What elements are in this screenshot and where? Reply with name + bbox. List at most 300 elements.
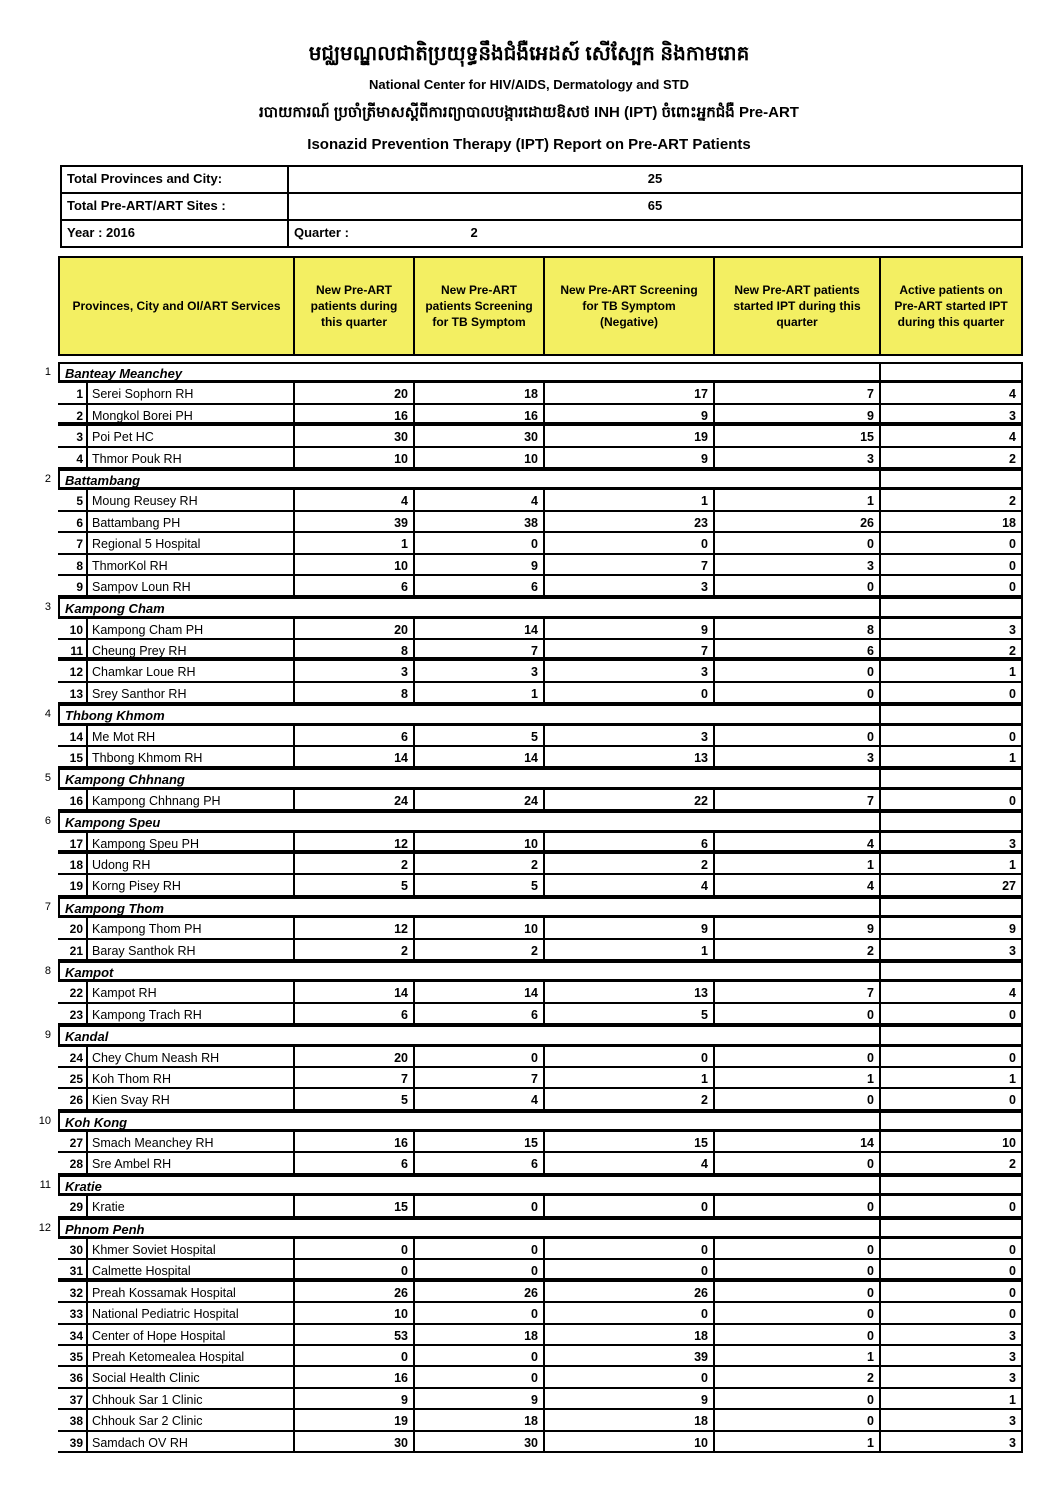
site-value-col5: 4 bbox=[715, 833, 881, 854]
site-value-col5: 0 bbox=[715, 1239, 881, 1260]
site-value-col5: 0 bbox=[715, 1196, 881, 1217]
site-value-col5: 1 bbox=[715, 490, 881, 511]
province-row bbox=[30, 469, 1058, 490]
province-name: Kampong Cham bbox=[58, 597, 881, 618]
site-number: 10 bbox=[58, 619, 88, 640]
site-value-col2: 30 bbox=[295, 426, 415, 447]
province-name: Battambang bbox=[58, 469, 881, 490]
site-value-col5: 0 bbox=[715, 1389, 881, 1410]
site-value-col4: 39 bbox=[545, 1346, 715, 1367]
total-sites-label: Total Pre-ART/ART Sites : bbox=[62, 194, 289, 219]
site-gutter bbox=[30, 1260, 58, 1281]
site-value-col3: 7 bbox=[415, 640, 545, 661]
site-row bbox=[30, 1068, 1058, 1089]
province-number: 12 bbox=[38, 1221, 51, 1234]
site-value-col4: 0 bbox=[545, 683, 715, 704]
site-value-col3: 10 bbox=[415, 918, 545, 939]
site-value-col3: 0 bbox=[415, 1196, 545, 1217]
site-gutter bbox=[30, 982, 58, 1003]
site-gutter bbox=[30, 1303, 58, 1324]
site-value-col2: 14 bbox=[295, 747, 415, 768]
site-row bbox=[30, 854, 1058, 875]
site-name: Kien Svay RH bbox=[88, 1089, 295, 1110]
province-row bbox=[30, 768, 1058, 789]
site-value-col3: 5 bbox=[415, 875, 545, 896]
site-name: Thmor Pouk RH bbox=[88, 448, 295, 469]
site-name: Kampong Speu PH bbox=[88, 833, 295, 854]
site-name: Chhouk Sar 1 Clinic bbox=[88, 1389, 295, 1410]
site-value-col3: 0 bbox=[415, 1260, 545, 1281]
site-row bbox=[30, 1260, 1058, 1281]
site-value-col6: 18 bbox=[881, 512, 1023, 533]
site-name: Kampong Chhnang PH bbox=[88, 790, 295, 811]
site-value-col3: 9 bbox=[415, 1389, 545, 1410]
site-value-col5: 7 bbox=[715, 982, 881, 1003]
site-gutter bbox=[30, 1196, 58, 1217]
site-gutter bbox=[30, 854, 58, 875]
site-value-col3: 6 bbox=[415, 576, 545, 597]
site-value-col4: 9 bbox=[545, 448, 715, 469]
site-value-col5: 9 bbox=[715, 918, 881, 939]
site-value-col5: 15 bbox=[715, 426, 881, 447]
site-row bbox=[30, 790, 1058, 811]
site-gutter bbox=[30, 726, 58, 747]
site-value-col4: 19 bbox=[545, 426, 715, 447]
site-value-col4: 15 bbox=[545, 1132, 715, 1153]
site-value-col3: 9 bbox=[415, 555, 545, 576]
site-gutter bbox=[30, 833, 58, 854]
site-value-col3: 16 bbox=[415, 405, 545, 426]
site-value-col6: 0 bbox=[881, 576, 1023, 597]
site-value-col2: 26 bbox=[295, 1282, 415, 1303]
site-name: Khmer Soviet Hospital bbox=[88, 1239, 295, 1260]
center-name-english: National Center for HIV/AIDS, Dermatology and STD bbox=[369, 77, 689, 92]
site-value-col3: 0 bbox=[415, 1047, 545, 1068]
site-value-col5: 14 bbox=[715, 1132, 881, 1153]
site-value-col6: 2 bbox=[881, 640, 1023, 661]
site-value-col6: 4 bbox=[881, 383, 1023, 404]
site-value-col6: 3 bbox=[881, 1325, 1023, 1346]
report-header bbox=[0, 0, 1058, 153]
site-name: Preah Kossamak Hospital bbox=[88, 1282, 295, 1303]
site-value-col4: 26 bbox=[545, 1282, 715, 1303]
site-value-col2: 5 bbox=[295, 875, 415, 896]
province-row bbox=[30, 704, 1058, 725]
site-row bbox=[30, 726, 1058, 747]
site-value-col5: 1 bbox=[715, 1346, 881, 1367]
site-gutter bbox=[30, 1132, 58, 1153]
site-value-col5: 7 bbox=[715, 383, 881, 404]
site-value-col5: 0 bbox=[715, 1047, 881, 1068]
site-value-col6: 1 bbox=[881, 1068, 1023, 1089]
site-value-col4: 4 bbox=[545, 1153, 715, 1174]
site-row bbox=[30, 661, 1058, 682]
site-gutter bbox=[30, 790, 58, 811]
site-value-col4: 0 bbox=[545, 1239, 715, 1260]
site-value-col6: 3 bbox=[881, 940, 1023, 961]
site-value-col6: 0 bbox=[881, 1196, 1023, 1217]
site-value-col4: 2 bbox=[545, 1089, 715, 1110]
site-value-col2: 6 bbox=[295, 576, 415, 597]
site-value-col3: 0 bbox=[415, 1239, 545, 1260]
site-value-col5: 2 bbox=[715, 1367, 881, 1388]
site-value-col6: 0 bbox=[881, 1047, 1023, 1068]
site-row bbox=[30, 1282, 1058, 1303]
site-value-col4: 1 bbox=[545, 490, 715, 511]
quarter-label: Quarter : bbox=[294, 225, 349, 240]
site-value-col3: 4 bbox=[415, 1089, 545, 1110]
site-row bbox=[30, 1132, 1058, 1153]
site-value-col6: 1 bbox=[881, 854, 1023, 875]
site-name: Korng Pisey RH bbox=[88, 875, 295, 896]
site-number: 16 bbox=[58, 790, 88, 811]
site-gutter bbox=[30, 533, 58, 554]
province-row bbox=[30, 597, 1058, 618]
site-number: 35 bbox=[58, 1346, 88, 1367]
site-number: 30 bbox=[58, 1239, 88, 1260]
site-number: 9 bbox=[58, 576, 88, 597]
site-name: Smach Meanchey RH bbox=[88, 1132, 295, 1153]
site-gutter bbox=[30, 383, 58, 404]
site-value-col4: 3 bbox=[545, 661, 715, 682]
site-value-col5: 2 bbox=[715, 940, 881, 961]
site-value-col3: 5 bbox=[415, 726, 545, 747]
site-value-col2: 6 bbox=[295, 726, 415, 747]
site-gutter bbox=[30, 1367, 58, 1388]
site-value-col6: 0 bbox=[881, 555, 1023, 576]
site-value-col3: 10 bbox=[415, 833, 545, 854]
site-value-col6: 4 bbox=[881, 426, 1023, 447]
province-row bbox=[30, 961, 1058, 982]
site-value-col5: 3 bbox=[715, 448, 881, 469]
site-value-col3: 14 bbox=[415, 747, 545, 768]
site-name: Poi Pet HC bbox=[88, 426, 295, 447]
site-number: 6 bbox=[58, 512, 88, 533]
column-header-provinces: Provinces, City and OI/ART Services bbox=[58, 256, 295, 356]
site-gutter bbox=[30, 1153, 58, 1174]
site-value-col5: 0 bbox=[715, 1325, 881, 1346]
site-gutter bbox=[30, 640, 58, 661]
site-name: Preah Ketomealea Hospital bbox=[88, 1346, 295, 1367]
site-number: 20 bbox=[58, 918, 88, 939]
site-gutter bbox=[30, 555, 58, 576]
site-name: Chhouk Sar 2 Clinic bbox=[88, 1410, 295, 1431]
province-empty-cell bbox=[881, 1175, 1023, 1196]
site-gutter bbox=[30, 426, 58, 447]
site-number: 12 bbox=[58, 661, 88, 682]
site-gutter bbox=[30, 1325, 58, 1346]
province-name: Koh Kong bbox=[58, 1111, 881, 1132]
site-value-col6: 0 bbox=[881, 1004, 1023, 1025]
site-name: Me Mot RH bbox=[88, 726, 295, 747]
province-row bbox=[30, 362, 1058, 383]
site-name: Kampot RH bbox=[88, 982, 295, 1003]
site-row bbox=[30, 383, 1058, 404]
province-empty-cell bbox=[881, 1218, 1023, 1239]
site-row bbox=[30, 833, 1058, 854]
site-name: Mongkol Borei PH bbox=[88, 405, 295, 426]
province-empty-cell bbox=[881, 704, 1023, 725]
site-value-col6: 0 bbox=[881, 1089, 1023, 1110]
site-value-col4: 1 bbox=[545, 1068, 715, 1089]
site-value-col2: 16 bbox=[295, 1132, 415, 1153]
site-number: 24 bbox=[58, 1047, 88, 1068]
site-value-col5: 1 bbox=[715, 854, 881, 875]
site-gutter bbox=[30, 1389, 58, 1410]
year-label: Year : 2016 bbox=[62, 221, 289, 246]
site-gutter bbox=[30, 1047, 58, 1068]
site-value-col3: 3 bbox=[415, 661, 545, 682]
site-gutter bbox=[30, 683, 58, 704]
site-number: 34 bbox=[58, 1325, 88, 1346]
site-value-col2: 10 bbox=[295, 1303, 415, 1324]
province-empty-cell bbox=[881, 469, 1023, 490]
site-value-col6: 0 bbox=[881, 533, 1023, 554]
province-row bbox=[30, 1111, 1058, 1132]
site-value-col6: 0 bbox=[881, 1239, 1023, 1260]
column-header-screening: New Pre-ART patients Screening for TB Symptom bbox=[415, 256, 545, 356]
site-value-col3: 0 bbox=[415, 1303, 545, 1324]
site-value-col3: 30 bbox=[415, 426, 545, 447]
site-row bbox=[30, 1432, 1058, 1453]
site-value-col3: 7 bbox=[415, 1068, 545, 1089]
province-name: Phnom Penh bbox=[58, 1218, 881, 1239]
site-value-col3: 1 bbox=[415, 683, 545, 704]
site-name: Baray Santhok RH bbox=[88, 940, 295, 961]
site-value-col2: 2 bbox=[295, 940, 415, 961]
site-number: 13 bbox=[58, 683, 88, 704]
site-gutter bbox=[30, 918, 58, 939]
site-name: Cheung Prey RH bbox=[88, 640, 295, 661]
site-value-col3: 18 bbox=[415, 1325, 545, 1346]
province-empty-cell bbox=[881, 768, 1023, 789]
site-value-col3: 15 bbox=[415, 1132, 545, 1153]
site-value-col2: 20 bbox=[295, 383, 415, 404]
total-sites-value: 65 bbox=[647, 198, 663, 213]
site-number: 11 bbox=[58, 640, 88, 661]
site-row bbox=[30, 640, 1058, 661]
province-number: 2 bbox=[44, 472, 51, 485]
province-empty-cell bbox=[881, 897, 1023, 918]
site-name: Kampong Thom PH bbox=[88, 918, 295, 939]
province-name: Kampong Chhnang bbox=[58, 768, 881, 789]
site-value-col5: 0 bbox=[715, 683, 881, 704]
site-value-col4: 22 bbox=[545, 790, 715, 811]
site-row bbox=[30, 490, 1058, 511]
site-value-col2: 6 bbox=[295, 1004, 415, 1025]
site-value-col3: 2 bbox=[415, 854, 545, 875]
site-row bbox=[30, 982, 1058, 1003]
site-value-col3: 2 bbox=[415, 940, 545, 961]
site-value-col4: 1 bbox=[545, 940, 715, 961]
site-row bbox=[30, 1346, 1058, 1367]
site-value-col4: 0 bbox=[545, 533, 715, 554]
site-number: 33 bbox=[58, 1303, 88, 1324]
site-gutter bbox=[30, 1282, 58, 1303]
site-row bbox=[30, 1196, 1058, 1217]
site-name: Center of Hope Hospital bbox=[88, 1325, 295, 1346]
site-name: Battambang PH bbox=[88, 512, 295, 533]
site-value-col2: 9 bbox=[295, 1389, 415, 1410]
total-sites-row bbox=[62, 194, 1021, 221]
site-value-col5: 1 bbox=[715, 1068, 881, 1089]
province-row bbox=[30, 1025, 1058, 1046]
site-name: Koh Thom RH bbox=[88, 1068, 295, 1089]
site-value-col3: 6 bbox=[415, 1153, 545, 1174]
site-gutter bbox=[30, 448, 58, 469]
province-name: Banteay Meanchey bbox=[58, 362, 881, 383]
province-number: 9 bbox=[44, 1029, 51, 1042]
site-value-col6: 3 bbox=[881, 1367, 1023, 1388]
site-gutter bbox=[30, 1239, 58, 1260]
header-gutter bbox=[30, 256, 58, 356]
site-value-col3: 38 bbox=[415, 512, 545, 533]
site-value-col6: 1 bbox=[881, 1389, 1023, 1410]
site-value-col6: 2 bbox=[881, 490, 1023, 511]
site-value-col4: 9 bbox=[545, 405, 715, 426]
site-gutter bbox=[30, 747, 58, 768]
site-name: Chamkar Loue RH bbox=[88, 661, 295, 682]
site-value-col2: 10 bbox=[295, 555, 415, 576]
province-empty-cell bbox=[881, 961, 1023, 982]
site-value-col4: 2 bbox=[545, 854, 715, 875]
total-provinces-label: Total Provinces and City: bbox=[62, 167, 289, 192]
site-value-col2: 2 bbox=[295, 854, 415, 875]
site-value-col2: 1 bbox=[295, 533, 415, 554]
page-title-khmer: មជ្ឈមណ្ឌលជាតិប្រយុទ្ធនឹងជំងឺអេដស៍ សើស្បែក និងកាមរោគ bbox=[308, 43, 750, 65]
site-value-col4: 10 bbox=[545, 1432, 715, 1453]
site-value-col4: 0 bbox=[545, 1367, 715, 1388]
site-value-col6: 3 bbox=[881, 1432, 1023, 1453]
site-number: 14 bbox=[58, 726, 88, 747]
site-name: Sre Ambel RH bbox=[88, 1153, 295, 1174]
site-value-col4: 6 bbox=[545, 833, 715, 854]
site-value-col4: 13 bbox=[545, 747, 715, 768]
site-value-col4: 9 bbox=[545, 1389, 715, 1410]
province-name: Kampot bbox=[58, 961, 881, 982]
site-name: Kampong Trach RH bbox=[88, 1004, 295, 1025]
site-value-col2: 10 bbox=[295, 448, 415, 469]
site-value-col5: 8 bbox=[715, 619, 881, 640]
site-value-col5: 3 bbox=[715, 555, 881, 576]
site-value-col3: 10 bbox=[415, 448, 545, 469]
column-header-active-ipt: Active patients on Pre-ART started IPT during this quarter bbox=[881, 256, 1023, 356]
column-header-screening-negative: New Pre-ART Screening for TB Symptom (Negative) bbox=[545, 256, 715, 356]
site-value-col2: 14 bbox=[295, 982, 415, 1003]
site-value-col2: 30 bbox=[295, 1432, 415, 1453]
site-number: 38 bbox=[58, 1410, 88, 1431]
site-name: Social Health Clinic bbox=[88, 1367, 295, 1388]
province-number: 3 bbox=[44, 601, 51, 614]
province-number: 4 bbox=[44, 708, 51, 721]
site-value-col6: 3 bbox=[881, 1346, 1023, 1367]
site-name: Thbong Khmom RH bbox=[88, 747, 295, 768]
site-gutter bbox=[30, 1346, 58, 1367]
site-value-col5: 0 bbox=[715, 1153, 881, 1174]
site-name: ThmorKol RH bbox=[88, 555, 295, 576]
site-value-col4: 0 bbox=[545, 1047, 715, 1068]
site-value-col4: 3 bbox=[545, 576, 715, 597]
site-value-col4: 17 bbox=[545, 383, 715, 404]
site-value-col6: 0 bbox=[881, 1303, 1023, 1324]
site-number: 7 bbox=[58, 533, 88, 554]
province-name: Kampong Speu bbox=[58, 811, 881, 832]
site-name: Chey Chum Neash RH bbox=[88, 1047, 295, 1068]
site-row bbox=[30, 1410, 1058, 1431]
site-number: 31 bbox=[58, 1260, 88, 1281]
site-value-col6: 3 bbox=[881, 619, 1023, 640]
site-value-col3: 14 bbox=[415, 619, 545, 640]
site-value-col5: 0 bbox=[715, 661, 881, 682]
site-value-col2: 8 bbox=[295, 640, 415, 661]
site-value-col6: 4 bbox=[881, 982, 1023, 1003]
site-value-col4: 7 bbox=[545, 555, 715, 576]
site-name: Sampov Loun RH bbox=[88, 576, 295, 597]
site-value-col2: 0 bbox=[295, 1346, 415, 1367]
site-value-col6: 0 bbox=[881, 790, 1023, 811]
total-provinces-row bbox=[62, 167, 1021, 194]
province-number: 5 bbox=[44, 772, 51, 785]
site-row bbox=[30, 555, 1058, 576]
site-number: 28 bbox=[58, 1153, 88, 1174]
site-value-col4: 13 bbox=[545, 982, 715, 1003]
site-name: Udong RH bbox=[88, 854, 295, 875]
site-value-col4: 4 bbox=[545, 875, 715, 896]
summary-table bbox=[60, 165, 1023, 248]
site-gutter bbox=[30, 490, 58, 511]
site-value-col6: 0 bbox=[881, 726, 1023, 747]
site-value-col2: 5 bbox=[295, 1089, 415, 1110]
site-value-col3: 0 bbox=[415, 1367, 545, 1388]
site-number: 29 bbox=[58, 1196, 88, 1217]
site-number: 26 bbox=[58, 1089, 88, 1110]
site-name: Kratie bbox=[88, 1196, 295, 1217]
quarter-value: 2 bbox=[470, 225, 478, 240]
site-row bbox=[30, 1153, 1058, 1174]
site-row bbox=[30, 683, 1058, 704]
site-value-col4: 9 bbox=[545, 619, 715, 640]
site-value-col5: 0 bbox=[715, 576, 881, 597]
report-table-body bbox=[30, 362, 1058, 1453]
site-row bbox=[30, 940, 1058, 961]
site-name: Samdach OV RH bbox=[88, 1432, 295, 1453]
site-value-col4: 18 bbox=[545, 1325, 715, 1346]
province-number: 7 bbox=[44, 900, 51, 913]
site-value-col5: 0 bbox=[715, 1410, 881, 1431]
site-value-col4: 23 bbox=[545, 512, 715, 533]
site-number: 5 bbox=[58, 490, 88, 511]
site-value-col4: 5 bbox=[545, 1004, 715, 1025]
site-row bbox=[30, 875, 1058, 896]
site-gutter bbox=[30, 661, 58, 682]
site-value-col2: 20 bbox=[295, 1047, 415, 1068]
site-value-col2: 16 bbox=[295, 1367, 415, 1388]
site-value-col2: 15 bbox=[295, 1196, 415, 1217]
site-value-col6: 10 bbox=[881, 1132, 1023, 1153]
site-row bbox=[30, 1004, 1058, 1025]
site-name: Kampong Cham PH bbox=[88, 619, 295, 640]
site-value-col5: 1 bbox=[715, 1432, 881, 1453]
site-row bbox=[30, 1303, 1058, 1324]
site-value-col2: 19 bbox=[295, 1410, 415, 1431]
site-value-col2: 24 bbox=[295, 790, 415, 811]
site-value-col2: 16 bbox=[295, 405, 415, 426]
site-row bbox=[30, 512, 1058, 533]
site-value-col6: 2 bbox=[881, 448, 1023, 469]
site-number: 32 bbox=[58, 1282, 88, 1303]
site-value-col4: 0 bbox=[545, 1196, 715, 1217]
site-value-col5: 4 bbox=[715, 875, 881, 896]
